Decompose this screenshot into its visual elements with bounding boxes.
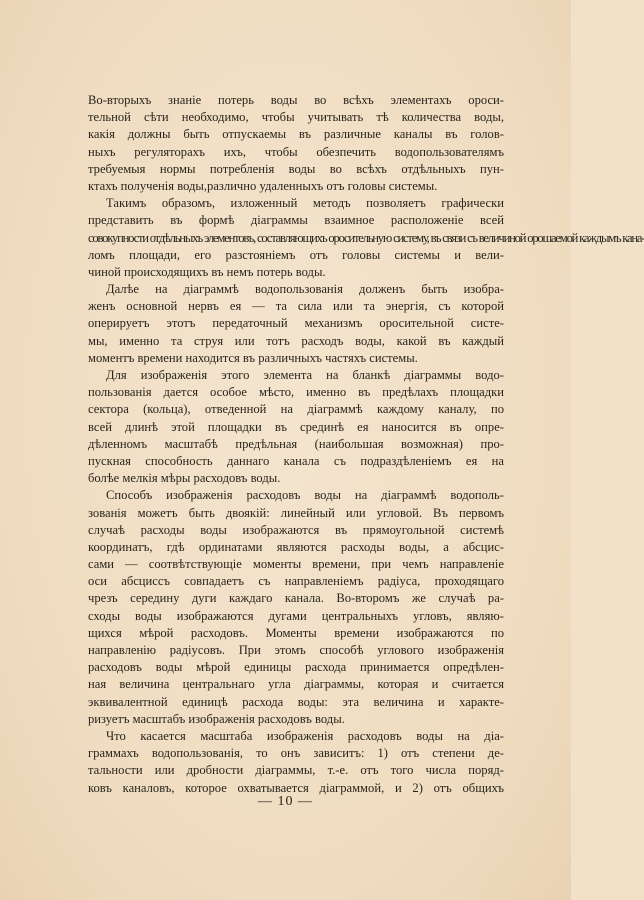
paragraph bbox=[88, 281, 504, 367]
paragraph bbox=[88, 487, 504, 728]
text-line: Далѣе на діаграммѣ водопользованія долженъ быть изобра- bbox=[106, 282, 504, 297]
text-line: сходы воды изображаются дугами центральныхъ угловъ, являю- bbox=[88, 608, 504, 623]
text-line: ная величина центральнаго угла діаграммы, которая и считается bbox=[88, 677, 504, 692]
text-line: зованія можетъ быть двоякій: линейный или угловой. Въ первомъ bbox=[88, 505, 504, 520]
text-line: оперируетъ этотъ передаточный механизмъ оросительной систе- bbox=[88, 316, 504, 331]
text-line: женъ основной нервъ ея — та сила или та энергія, съ которой bbox=[88, 299, 504, 314]
text-line: Во-вторыхъ знаніе потерь воды во всѣхъ элементахъ ороси- bbox=[88, 93, 504, 107]
text-line: сектора (кольца), отведенной на діаграммѣ каждому каналу, по bbox=[88, 402, 504, 417]
text-line: ризуетъ масштабъ изображенія расходовъ воды. bbox=[88, 711, 345, 726]
text-line: мы, именно та струя или тотъ расходъ воды, какой въ каждый bbox=[88, 333, 504, 348]
paragraph bbox=[88, 728, 504, 797]
text-line: ковъ каналовъ, которое охватывается діаграммой, и 2) отъ общихъ bbox=[88, 780, 504, 795]
text-line: оси абсциссъ совпадаетъ съ направленіемъ радіуса, проходящаго bbox=[88, 574, 504, 589]
text-line: Способъ изображенія расходовъ воды на діаграммѣ водополь- bbox=[106, 488, 504, 503]
text-line: какія должны быть отпускаемы въ различные каналы въ голов- bbox=[88, 127, 504, 142]
text-line: болѣе мелкія мѣры расходовъ воды. bbox=[88, 471, 281, 486]
text-line: пускная способность даннаго канала съ подраздѣленіемъ ея на bbox=[88, 453, 504, 468]
body-text bbox=[88, 92, 644, 797]
text-line: сами — соотвѣтствующіе моменты времени, при чемъ направленіе bbox=[88, 557, 504, 572]
text-line: Такимъ образомъ, изложенный методъ позволяетъ графически bbox=[106, 196, 504, 211]
text-line: чиной происходящихъ въ немъ потерь воды. bbox=[88, 264, 326, 279]
text-line: дѣленномъ масштабѣ предѣльная (наибольшая возможная) про- bbox=[88, 436, 504, 451]
text-line: Для изображенія этого элемента на бланкѣ діаграммы водо- bbox=[106, 368, 504, 382]
text-line: моментъ времени находится въ различныхъ частяхъ системы. bbox=[88, 350, 418, 365]
text-line: ныхъ регуляторахъ ихъ, чтобы обезпечить водопользователямъ bbox=[88, 144, 504, 159]
text-line: чрезъ середину дуги каждаго канала. Во-второмъ же случаѣ ра- bbox=[88, 591, 504, 606]
text-line: всей длинѣ этой площадки въ срединѣ ея наносится въ опре- bbox=[88, 419, 504, 434]
text-line: случаѣ расходы воды изображаются въ прямоугольной системѣ bbox=[88, 522, 504, 537]
text-line: требуемыя нормы потребленія воды во всѣхъ отдѣльныхъ пун- bbox=[88, 161, 504, 176]
paragraph bbox=[88, 195, 644, 281]
paragraph bbox=[88, 92, 504, 195]
text-line: граммахъ водопользованія, то онъ зависитъ: 1) отъ степени де- bbox=[88, 746, 504, 761]
text-line: расходовъ воды мѣрой единицы расхода принимается опредѣлен- bbox=[88, 660, 504, 675]
text-line: ктахъ полученія воды,различно удаленныхъ отъ головы системы. bbox=[88, 178, 438, 193]
text-line: представить въ формѣ діаграммы взаимное расположеніе всей bbox=[88, 213, 504, 228]
text-line: тельной сѣти необходимо, чтобы учитывать тѣ количества воды, bbox=[88, 110, 504, 125]
text-line: совокупности отдѣльныхъ элементовъ, составляющихъ оросительную систему, въ связи съ величиной орошаемой каждымъ кана- bbox=[88, 230, 644, 245]
text-line: направленію радіусовъ. При этомъ способѣ углового изображенія bbox=[88, 643, 504, 657]
text-line: щихся мѣрой расходовъ. Моменты времени изображаются по bbox=[88, 625, 504, 640]
text-line: эквивалентной единицѣ расхода воды: эта величина и характе- bbox=[88, 694, 504, 709]
text-line: ломъ площади, его разстояніемъ отъ головы системы и вели- bbox=[88, 247, 504, 262]
paragraph bbox=[88, 367, 504, 487]
text-line: пользованія дается особое мѣсто, именно въ предѣлахъ площадки bbox=[88, 385, 504, 400]
text-line: Что касается масштаба изображенія расходовъ воды на діа- bbox=[106, 728, 504, 743]
page-number: — 10 — bbox=[258, 794, 313, 809]
text-line: координатъ, гдѣ ординатами являются расходы воды, а абсцис- bbox=[88, 539, 504, 554]
text-line: тальности или дробности діаграммы, т.-е. отъ того числа поряд- bbox=[88, 763, 504, 778]
